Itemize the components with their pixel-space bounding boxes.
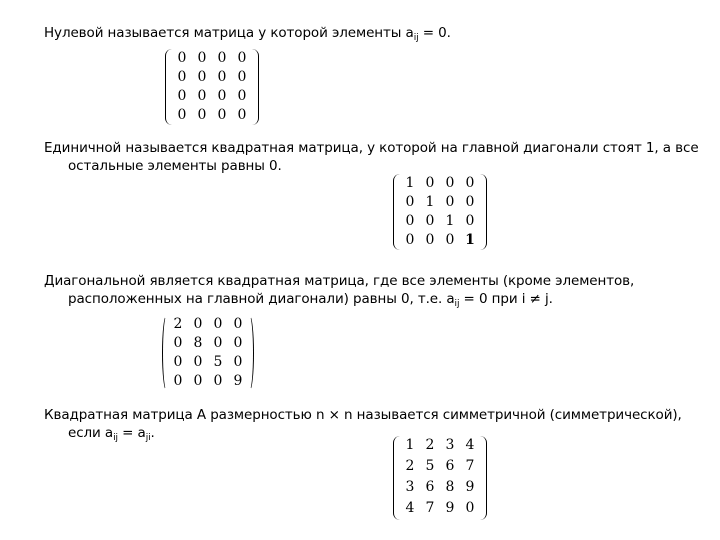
- matrix-cell: 0: [213, 373, 223, 389]
- matrix-cell: 2: [173, 316, 183, 332]
- matrix-cell: 0: [197, 69, 207, 85]
- matrix-cell: 1: [445, 213, 455, 229]
- matrix-cell: 0: [177, 88, 187, 104]
- definition-text: Нулевой называется матрица у которой элементы a: [44, 25, 414, 41]
- matrix-cell: 0: [173, 335, 183, 351]
- matrix-cell: 0: [217, 69, 227, 85]
- definition-text: если a: [68, 425, 114, 441]
- matrix-cell: 0: [197, 88, 207, 104]
- matrix-cell: 7: [465, 458, 475, 474]
- definition-text: .: [150, 425, 155, 441]
- matrix-cell: 6: [425, 479, 435, 495]
- identity-matrix-definition: [44, 139, 699, 175]
- matrix-cell: 0: [217, 107, 227, 123]
- matrix-cell: 0: [233, 354, 243, 370]
- matrix-cell: 0: [177, 107, 187, 123]
- diagonal-matrix: [161, 315, 255, 391]
- subscript: ij: [113, 433, 118, 443]
- matrix-cell: 0: [197, 50, 207, 66]
- zero-matrix: [165, 49, 259, 125]
- matrix-cell: 0: [237, 69, 247, 85]
- subscript: ij: [413, 33, 419, 43]
- definition-text: остальные элементы равны 0.: [68, 158, 282, 174]
- definition-text: Диагональной является квадратная матрица, где все элементы (кроме элементов,: [44, 273, 635, 289]
- matrix-cell: 6: [445, 458, 455, 474]
- matrix-cell: 0: [425, 232, 435, 248]
- matrix-cell: 0: [213, 335, 223, 351]
- matrix-cell: 0: [465, 213, 475, 229]
- matrix-cell: 0: [177, 50, 187, 66]
- symmetric-matrix-definition: [44, 406, 682, 444]
- identity-matrix: [393, 174, 487, 250]
- matrix-cell: 0: [193, 316, 203, 332]
- matrix-cell: 0: [193, 373, 203, 389]
- matrix-cell: 0: [237, 107, 247, 123]
- matrix-cell: 4: [465, 437, 475, 453]
- matrix-cell: 8: [193, 335, 203, 351]
- matrix-cell: 0: [445, 175, 455, 191]
- matrix-cell: 1: [405, 175, 415, 191]
- matrix-cell: 0: [405, 194, 415, 210]
- matrix-cell: 0: [173, 373, 183, 389]
- matrix-cell: 0: [233, 335, 243, 351]
- matrix-cell: 0: [197, 107, 207, 123]
- definition-text: Единичной называется квадратная матрица, у которой на главной диагонали стоят 1, а все: [44, 140, 699, 156]
- definition-text: Квадратная матрица A размерностью n × n называется симметричной (симметрической),: [44, 407, 682, 423]
- matrix-cell: 0: [237, 50, 247, 66]
- matrix-cell: 0: [465, 194, 475, 210]
- diagonal-matrix-definition: [44, 272, 634, 310]
- matrix-cell: 1: [465, 232, 475, 248]
- matrix-cell: 3: [405, 479, 415, 495]
- matrix-cell: 0: [217, 88, 227, 104]
- matrix-cell: 2: [425, 437, 435, 453]
- matrix-cell: 2: [405, 458, 415, 474]
- matrix-cell: 5: [213, 354, 223, 370]
- subscript: ij: [454, 299, 460, 309]
- matrix-cell: 5: [425, 458, 435, 474]
- matrix-cell: 0: [465, 175, 475, 191]
- definition-text: = 0.: [418, 25, 451, 41]
- definition-text: расположенных на главной диагонали) равны 0, т.е. a: [68, 291, 455, 307]
- matrix-cell: 0: [445, 194, 455, 210]
- matrix-cell: 0: [217, 50, 227, 66]
- definition-text: = 0 при i ≠ j.: [459, 291, 553, 307]
- matrix-cell: 0: [425, 213, 435, 229]
- matrix-cell: 0: [233, 316, 243, 332]
- matrix-cell: 4: [405, 500, 415, 516]
- matrix-cell: 0: [445, 232, 455, 248]
- matrix-cell: 0: [405, 213, 415, 229]
- matrix-cell: 0: [213, 316, 223, 332]
- matrix-cell: 0: [173, 354, 183, 370]
- matrix-cell: 0: [405, 232, 415, 248]
- matrix-cell: 7: [425, 500, 435, 516]
- matrix-cell: 0: [425, 175, 435, 191]
- matrix-cell: 0: [465, 500, 475, 516]
- matrix-cell: 0: [193, 354, 203, 370]
- matrix-cell: 0: [177, 69, 187, 85]
- matrix-cell: 9: [445, 500, 455, 516]
- matrix-cell: 1: [425, 194, 435, 210]
- matrix-cell: 9: [465, 479, 475, 495]
- matrix-cell: 1: [405, 437, 415, 453]
- symmetric-matrix: [393, 436, 487, 520]
- subscript: ji: [145, 433, 151, 443]
- definition-text: = a: [117, 425, 146, 441]
- zero-matrix-definition: [44, 24, 451, 44]
- matrix-cell: 3: [445, 437, 455, 453]
- matrix-cell: 8: [445, 479, 455, 495]
- matrix-cell: 9: [233, 373, 243, 389]
- matrix-cell: 0: [237, 88, 247, 104]
